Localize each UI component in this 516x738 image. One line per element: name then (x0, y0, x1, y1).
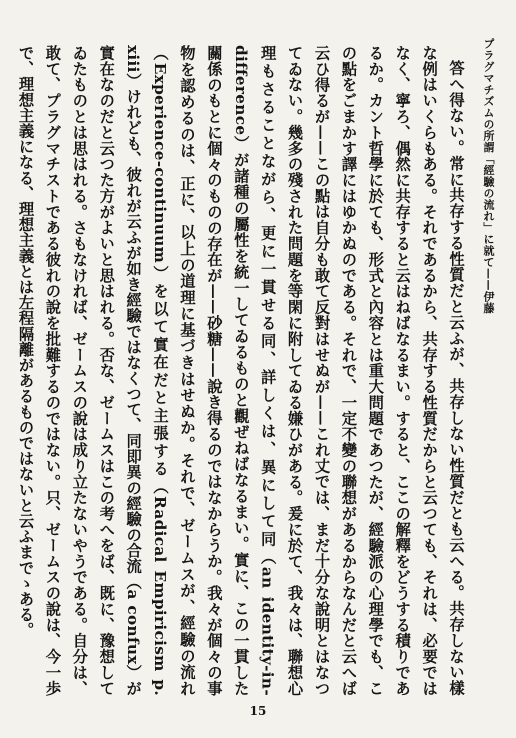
paragraph: 答へ得ない。常に共存する性質だと云ふが、共存しない性質だとも云へる。共存しない樣な例はいくらもある。それであるから、共存する性質だからと云つても、それは、必要ではなく、寧ろ、偶然に共存すると云はねばなるまい。すると、ここの解釋をどうする積りであるか。カント哲學に於ても、形式と內容とは重大問題であつたが、經驗派の心理學でも、この點をごまかす譯にはゆかぬのである。それで、一定不變の聯想があるからなんだと云へば云ひ得るが——この點は自分も敢て反對はせぬが——これ丈では、まだ十分な說明とはなつてゐない。幾多の殘された問題を等閑に附してゐる嫌ひがある。爰に於て、我々は、聯想心理もさることながら、更に一貫せる同、詳しくは、異にして同（an identity-in-difference）が諸種の屬性を統一してゐるものと觀ぜねばなるまい。實に、この一貫した關係のもとに個々のものの存在が——砂糖——說き得るのではなからうか。我々が個々の事物を認めるのは、正に、以上の道理に基づきはせぬか。それで、ゼームスが、經驗の流れ（Experience-continuum）を以て實在だと主張する（Radical Empiricism p. xiii）けれども、彼れが云ふが如き經驗ではなくつて、同即異の經驗の合流（a confux）が實在なのだと云つた方がよいと思はれる。否な、ゼームスはこの考へをば、既に、豫想してゐたものとは思はれる。さもなければ、ゼームスの說は成り立たないやうである。自分は、敢て、プラグマチストである彼れの說を批難するのではない。只、ゼームスの說は、今一歩で、理想主義になる、理想主義とは左程隔離があるものではないと云ふまでゝある。 (16, 45, 465, 696)
page-number: 15 (249, 704, 267, 718)
body-text (16, 45, 469, 696)
running-head: プラグマチズムの所謂「經驗の流れ」に就て——伊藤 (482, 38, 495, 314)
